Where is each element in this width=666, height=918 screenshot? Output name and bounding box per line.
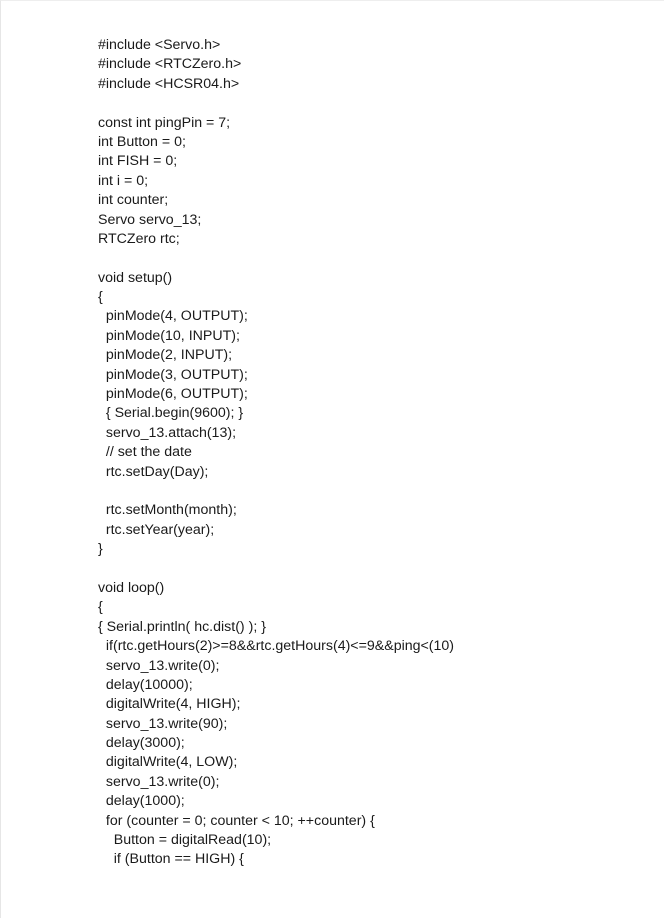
code-line: #include <RTCZero.h> xyxy=(98,56,242,73)
code-line: digitalWrite(4, HIGH); xyxy=(98,696,241,713)
code-line xyxy=(98,249,454,268)
code-line: if (Button == HIGH) { xyxy=(98,851,244,868)
code-line: rtc.setYear(year); xyxy=(98,521,215,538)
code-line: Servo servo_13; xyxy=(98,211,202,228)
code-line: Button = digitalRead(10); xyxy=(98,832,272,849)
code-line: delay(10000); xyxy=(98,676,193,693)
code-line: int FISH = 0; xyxy=(98,153,178,170)
code-line: delay(3000); xyxy=(98,735,185,752)
code-line: pinMode(10, INPUT); xyxy=(98,327,240,344)
code-line: if(rtc.getHours(2)>=8&&rtc.getHours(4)<=9&&ping<(10) xyxy=(98,638,455,655)
code-line: rtc.setMonth(month); xyxy=(98,502,237,519)
code-line: pinMode(6, OUTPUT); xyxy=(98,386,248,403)
code-line: // set the date xyxy=(98,444,192,461)
code-line: servo_13.write(0); xyxy=(98,657,220,674)
code-line: int i = 0; xyxy=(98,172,149,189)
code-line: #include <HCSR04.h> xyxy=(98,75,240,92)
code-line: servo_13.write(0); xyxy=(98,773,220,790)
code-line xyxy=(98,482,454,501)
code-line: RTCZero rtc; xyxy=(98,230,180,247)
code-line: rtc.setDay(Day); xyxy=(98,463,209,480)
code-line xyxy=(98,94,454,113)
code-line: digitalWrite(4, LOW); xyxy=(98,754,238,771)
code-line: servo_13.write(90); xyxy=(98,715,228,732)
code-line xyxy=(98,560,454,579)
code-line: { Serial.begin(9600); } xyxy=(98,405,244,422)
code-line: void setup() xyxy=(98,269,173,286)
code-line: pinMode(4, OUTPUT); xyxy=(98,308,248,325)
code-line: const int pingPin = 7; xyxy=(98,114,231,131)
code-line: { xyxy=(98,289,103,306)
code-line: pinMode(3, OUTPUT); xyxy=(98,366,248,383)
code-line: pinMode(2, INPUT); xyxy=(98,347,233,364)
code-line: delay(1000); xyxy=(98,793,185,810)
code-listing xyxy=(98,36,454,870)
code-line: { xyxy=(98,599,103,616)
code-line: for (counter = 0; counter < 10; ++counter) { xyxy=(98,812,375,829)
code-line: } xyxy=(98,541,103,558)
code-line: servo_13.attach(13); xyxy=(98,424,237,441)
code-line: int counter; xyxy=(98,192,169,209)
code-line: void loop() xyxy=(98,579,165,596)
code-line: #include <Servo.h> xyxy=(98,37,221,53)
code-line: { Serial.println( hc.dist() ); } xyxy=(98,618,266,635)
code-line: int Button = 0; xyxy=(98,133,186,150)
